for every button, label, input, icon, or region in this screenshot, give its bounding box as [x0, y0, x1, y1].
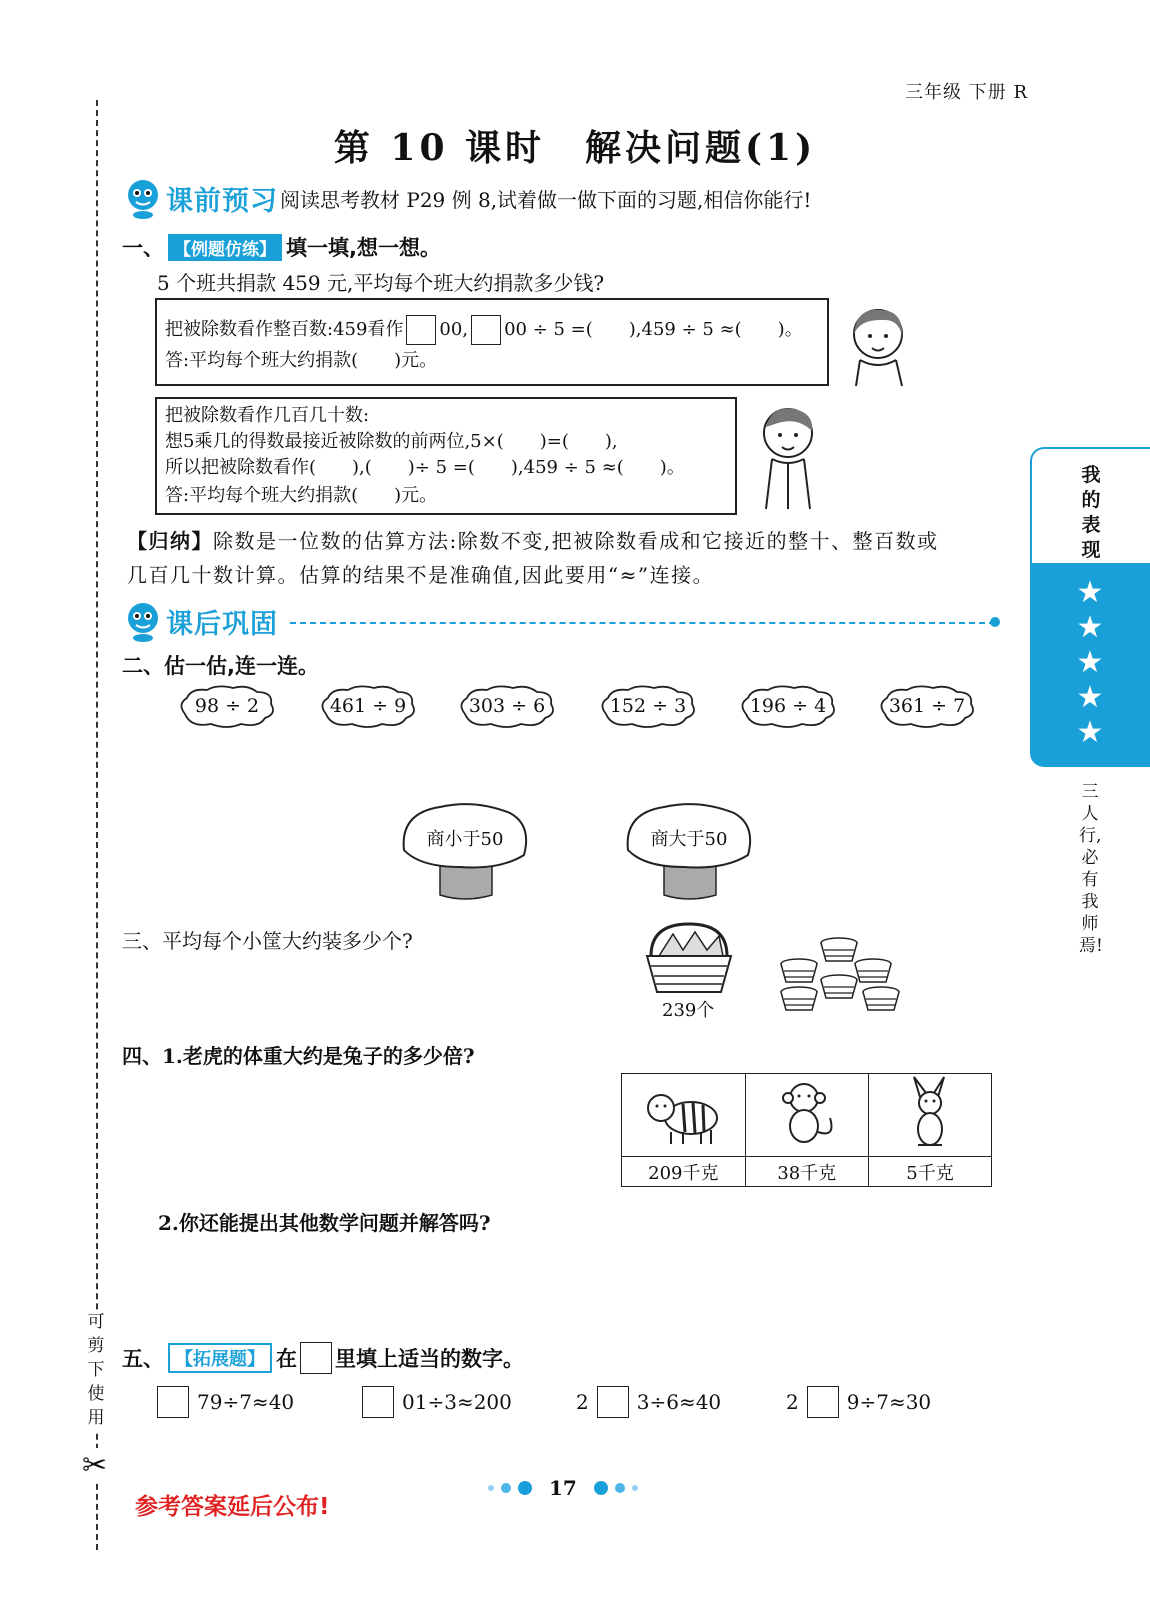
box1-text-c: 00 ÷ 5 =( ),459 ÷ 5 ≈( )。: [504, 319, 803, 340]
girl-illustration: [830, 298, 920, 388]
dot: [594, 1481, 608, 1495]
answer-square[interactable]: [157, 1386, 189, 1418]
page-title: 第 10 课时 解决问题(1): [333, 127, 817, 169]
cut-hint: 可剪下使用: [82, 1310, 110, 1430]
mushroom-greater-label: 商大于50: [650, 829, 728, 850]
q5-item: [786, 1386, 931, 1418]
q1-heading: [122, 232, 441, 262]
q5-item-prefix: 2: [786, 1390, 799, 1414]
q5-item: [157, 1386, 294, 1418]
q1-number: 一、: [122, 236, 164, 260]
q1-tag: 【例题仿练】: [168, 234, 282, 261]
preview-badge: 课前预习: [166, 185, 278, 217]
q1-box1: [155, 298, 829, 386]
summary-label: 【归纳】: [127, 529, 213, 553]
dot: [615, 1483, 625, 1493]
rabbit-weight: 5千克: [868, 1157, 991, 1187]
tiger-icon: [643, 1078, 723, 1148]
expression-text: 196 ÷ 4: [749, 695, 827, 717]
page-number: 17: [549, 1476, 577, 1500]
q5-item: [362, 1386, 512, 1418]
cloud-expression[interactable]: [318, 684, 418, 728]
monkey-icon: [772, 1078, 842, 1148]
expression-text: 461 ÷ 9: [329, 695, 407, 717]
star-icon[interactable]: ★: [1076, 610, 1104, 645]
box2-line2: 想5乘几的得数最接近被除数的前两位,5×( )=( ),: [165, 431, 618, 452]
preview-desc: 阅读思考教材 P29 例 8,试着做一做下面的习题,相信你能行!: [280, 187, 812, 212]
star-icon[interactable]: ★: [1076, 680, 1104, 715]
q5-item-expression: 01÷3≈200: [402, 1390, 512, 1414]
rabbit-icon: [900, 1075, 960, 1150]
small-basket-icon: [860, 984, 902, 1014]
scissors-icon: ✂: [82, 1448, 108, 1483]
mushroom-less[interactable]: [400, 795, 530, 900]
small-basket-icon: [778, 984, 820, 1014]
summary-line2: 几百几十数计算。估算的结果不是准确值,因此要用“≈”连接。: [127, 563, 715, 587]
mascot-icon: [120, 175, 166, 221]
motto: 三人行,必有我师焉!: [1079, 782, 1103, 956]
cloud-expression[interactable]: [738, 684, 838, 728]
answer-square: [300, 1342, 332, 1374]
cloud-expression[interactable]: [457, 684, 557, 728]
q5-tag: 【拓展题】: [168, 1343, 272, 1373]
answer-square[interactable]: [597, 1386, 629, 1418]
answer-square[interactable]: [362, 1386, 394, 1418]
small-basket-icon: [818, 972, 860, 1002]
boy-illustration: [738, 397, 833, 512]
star-rating[interactable]: [1030, 565, 1150, 767]
box1-line2: 答:平均每个班大约捐款( )元。: [165, 350, 438, 371]
monkey-cell: [745, 1074, 868, 1157]
star-icon[interactable]: ★: [1076, 715, 1104, 750]
tiger-weight: 209千克: [622, 1157, 746, 1187]
q5-post: 里填上适当的数字。: [335, 1347, 524, 1371]
review-badge: 课后巩固: [166, 608, 278, 640]
expression-text: 98 ÷ 2: [194, 695, 260, 717]
star-icon[interactable]: ★: [1076, 645, 1104, 680]
q2-label: 二、估一估,连一连。: [122, 654, 319, 678]
q5-pre: 在: [276, 1347, 297, 1371]
q5-heading: [122, 1342, 524, 1374]
page-number-area: [488, 1476, 638, 1500]
dot: [632, 1485, 638, 1491]
grade-label: 三年级 下册 R: [905, 82, 1028, 103]
q5-item-expression: 79÷7≈40: [197, 1390, 295, 1414]
expression-text: 303 ÷ 6: [468, 695, 546, 717]
q1-summary: [127, 524, 1007, 592]
q5-item-expression: 9÷7≈30: [846, 1390, 932, 1414]
dot: [518, 1481, 532, 1495]
summary-line1: 除数是一位数的估算方法:除数不变,把被除数看成和它接近的整十、整百数或: [213, 529, 939, 553]
q5-item-prefix: 2: [576, 1390, 589, 1414]
animal-weight-table: [621, 1073, 992, 1187]
monkey-weight: 38千克: [745, 1157, 868, 1187]
performance-label: 我的表现: [1030, 447, 1150, 565]
star-icon[interactable]: ★: [1076, 575, 1104, 610]
answer-notice: 参考答案延后公布!: [135, 1494, 330, 1520]
big-basket-icon: [643, 920, 735, 995]
tiger-cell: [622, 1074, 746, 1157]
small-basket-icon: [778, 956, 820, 986]
box1-line1: [165, 314, 827, 345]
q4-label1: 四、1.老虎的体重大约是兔子的多少倍?: [122, 1044, 475, 1068]
mushroom-greater[interactable]: [624, 795, 754, 900]
q5-item-expression: 3÷6≈40: [636, 1390, 722, 1414]
q1-problem: 5 个班共捐款 459 元,平均每个班大约捐款多少钱?: [157, 271, 605, 295]
q3-label: 三、平均每个小筐大约装多少个?: [122, 929, 413, 953]
box2-line4: 答:平均每个班大约捐款( )元。: [165, 485, 438, 506]
dot: [488, 1485, 494, 1491]
q1-box2: [155, 397, 737, 515]
expression-text: 152 ÷ 3: [609, 695, 687, 717]
q5-number: 五、: [122, 1347, 164, 1371]
mushroom-less-label: 商小于50: [426, 829, 504, 850]
preview-header: [120, 175, 811, 221]
q5-item: [576, 1386, 721, 1418]
q4-label2: 2.你还能提出其他数学问题并解答吗?: [158, 1211, 491, 1235]
rabbit-cell: [868, 1074, 991, 1157]
divider-dot: [990, 617, 1000, 627]
box1-text-a: 把被除数看作整百数:459看作: [165, 319, 404, 340]
mascot-icon: [120, 598, 166, 644]
cloud-expression[interactable]: [598, 684, 698, 728]
expression-text: 361 ÷ 7: [888, 695, 966, 717]
apple-count: 239个: [662, 1000, 715, 1021]
dot: [501, 1483, 511, 1493]
review-header: [120, 598, 278, 644]
box2-line1: 把被除数看作几百几十数:: [165, 405, 370, 426]
q1-instruction: 填一填,想一想。: [286, 236, 441, 260]
review-divider: [290, 622, 995, 624]
cloud-expression[interactable]: [177, 684, 277, 728]
answer-square[interactable]: [406, 315, 436, 345]
box2-line3: 所以把被除数看作( ),( )÷ 5 =( ),459 ÷ 5 ≈( )。: [165, 457, 685, 478]
cloud-expression[interactable]: [877, 684, 977, 728]
box1-text-b: 00,: [439, 319, 469, 340]
answer-square[interactable]: [471, 315, 501, 345]
answer-square[interactable]: [807, 1386, 839, 1418]
performance-panel: [1030, 447, 1150, 957]
